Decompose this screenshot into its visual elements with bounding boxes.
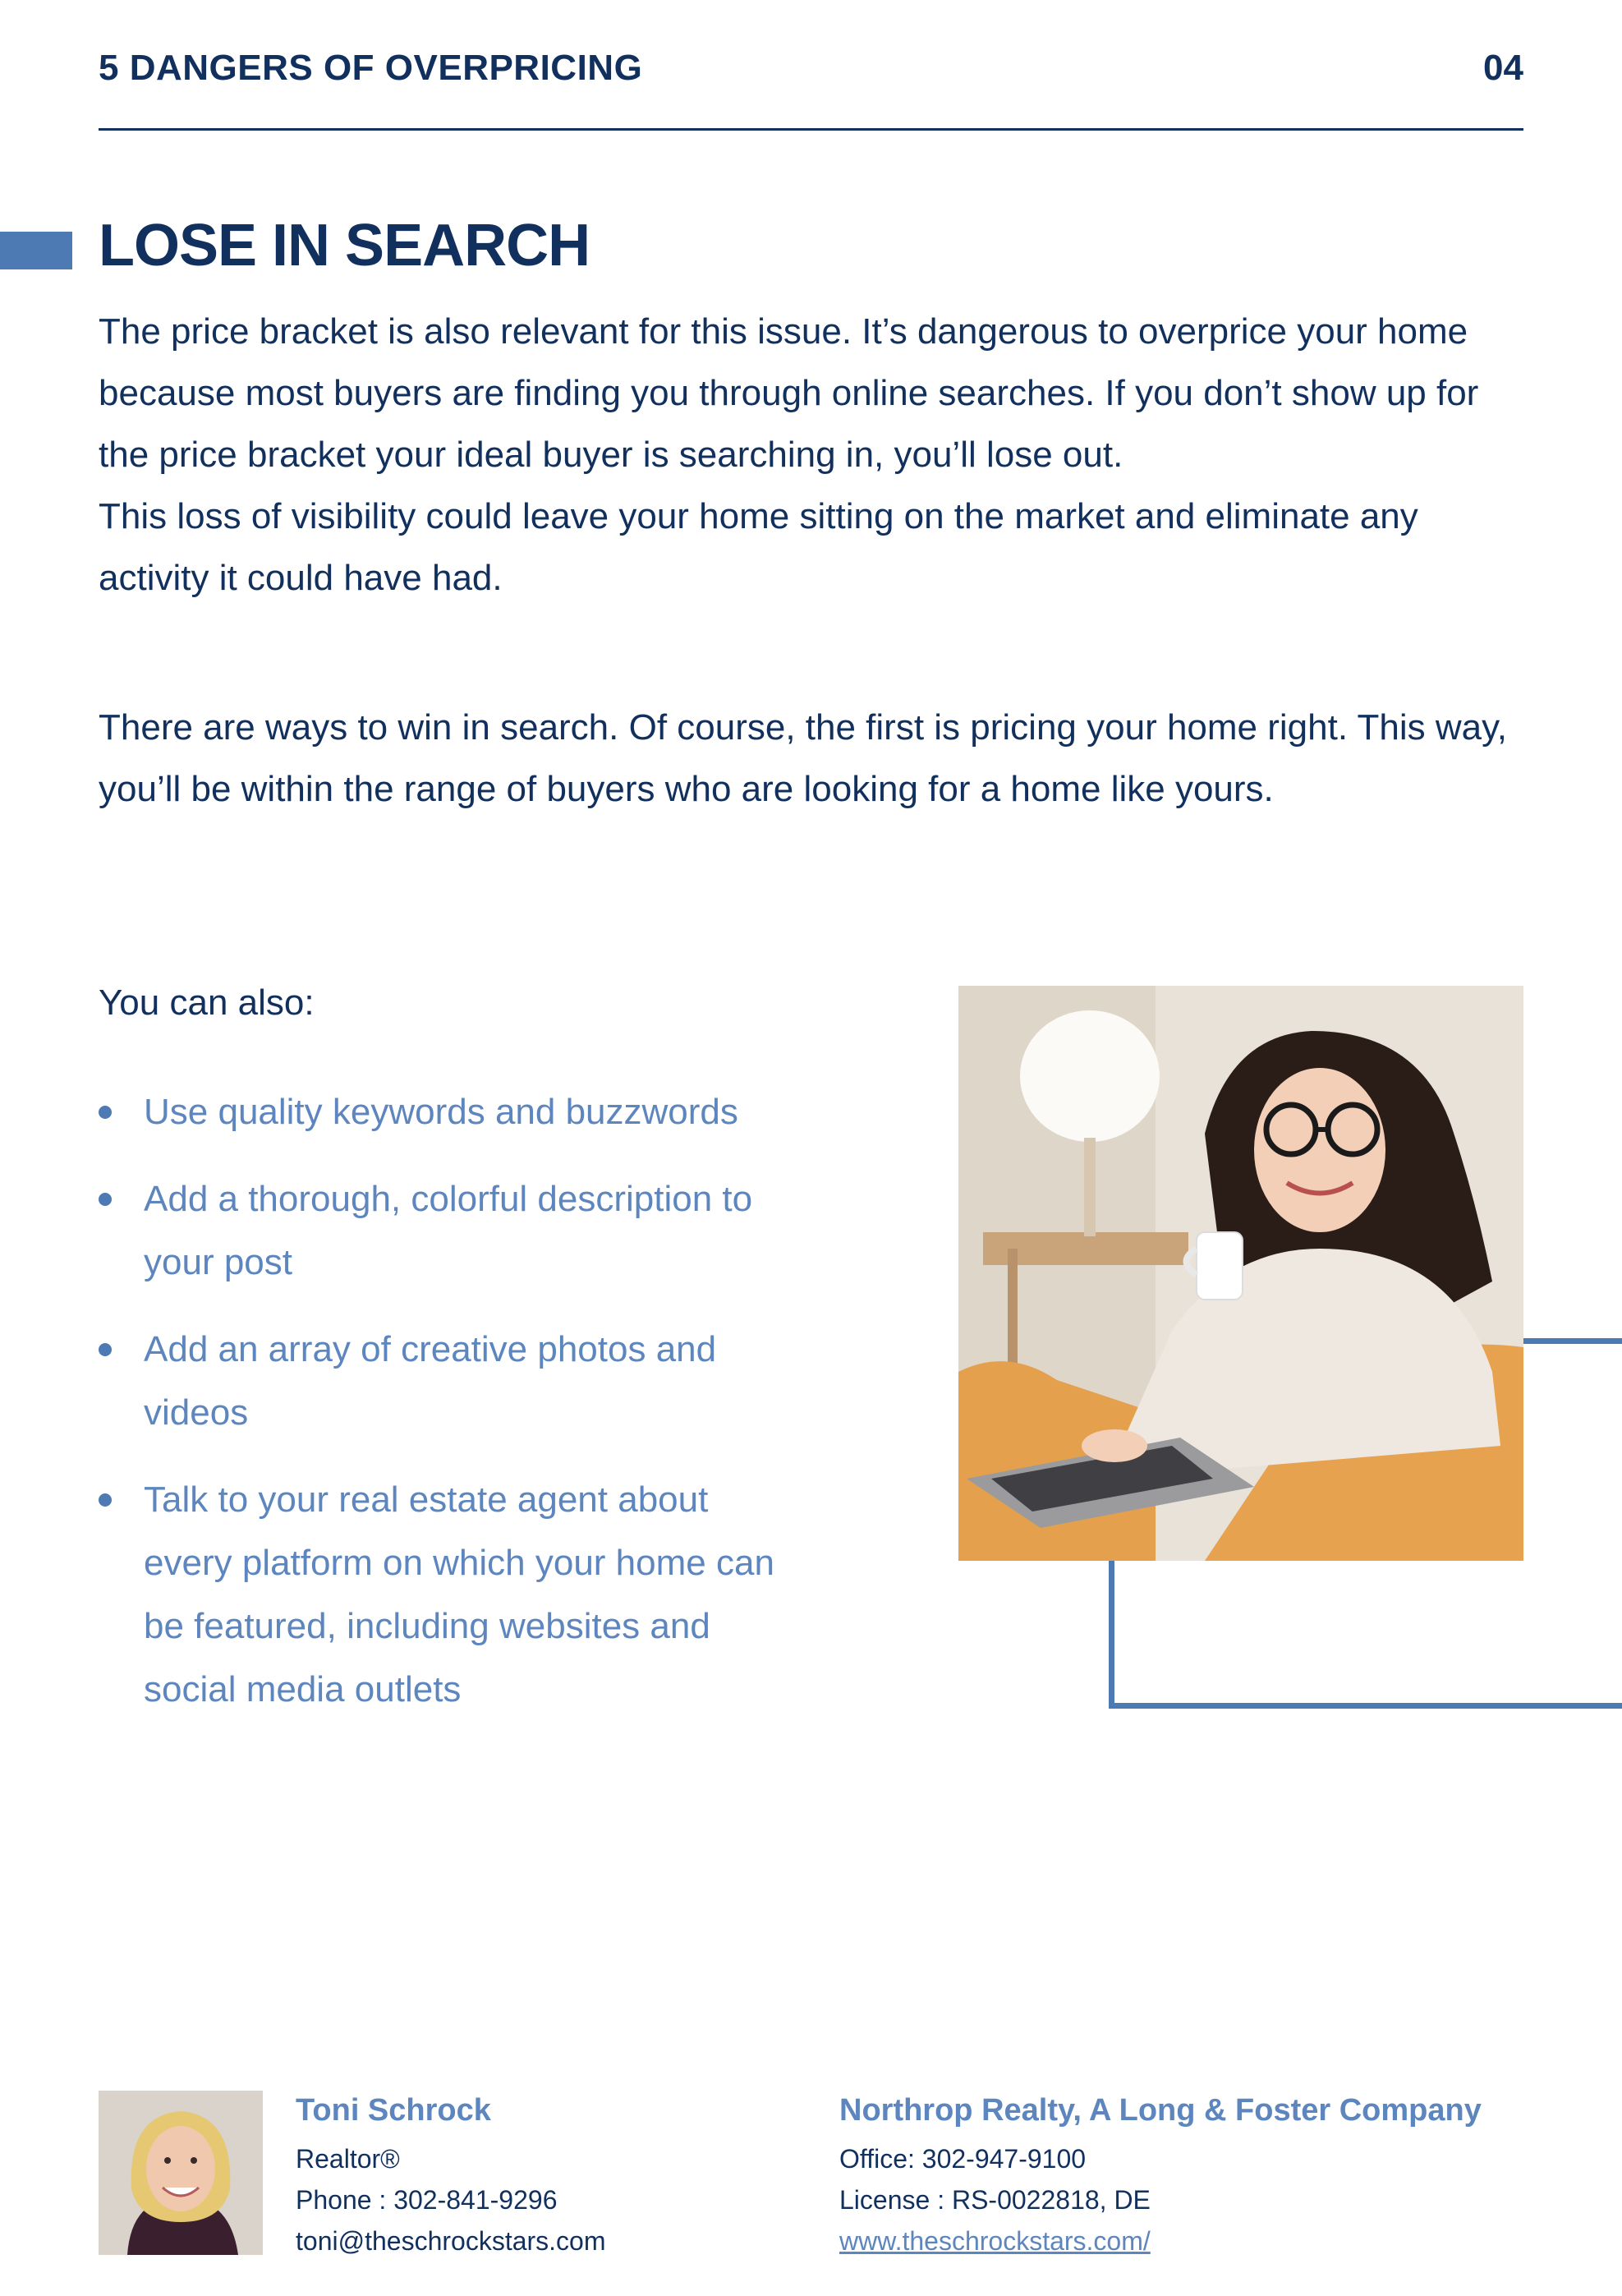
decorative-line-top bbox=[1523, 1338, 1622, 1344]
company-website-link[interactable]: www.theschrockstars.com/ bbox=[839, 2226, 1151, 2256]
body-paragraph-1b: This loss of visibility could leave your home sitting on the market and eliminate any activity it could have had. bbox=[99, 496, 1418, 598]
list-item-text: Add an array of creative photos and videos bbox=[144, 1329, 717, 1433]
agent-photo bbox=[99, 2091, 263, 2255]
list-item-text: Use quality keywords and buzzwords bbox=[144, 1092, 738, 1132]
bullet-icon bbox=[99, 1106, 112, 1119]
bullet-icon bbox=[99, 1193, 112, 1206]
header-title: 5 DANGERS OF OVERPRICING bbox=[99, 48, 643, 88]
list-item bbox=[99, 1167, 805, 1294]
list-intro: You can also: bbox=[99, 982, 315, 1023]
section-heading: LOSE IN SEARCH bbox=[99, 213, 590, 278]
list-item bbox=[99, 1318, 805, 1444]
decorative-line-vertical bbox=[1109, 1561, 1114, 1709]
company-license: License : RS-0022818, DE bbox=[839, 2185, 1151, 2215]
list-item-text: Talk to your real estate agent about every platform on which your home can be featured, including websites and social media outlets bbox=[144, 1479, 774, 1709]
list-item bbox=[99, 1080, 805, 1143]
agent-email[interactable]: toni@theschrockstars.com bbox=[296, 2226, 606, 2256]
company-name: Northrop Realty, A Long & Foster Company bbox=[839, 2093, 1482, 2128]
agent-name: Toni Schrock bbox=[296, 2093, 491, 2128]
list-item bbox=[99, 1468, 805, 1721]
woman-laptop-photo bbox=[958, 986, 1523, 1561]
company-office: Office: 302-947-9100 bbox=[839, 2144, 1087, 2174]
header-rule bbox=[99, 128, 1523, 131]
page-number: 04 bbox=[1483, 48, 1523, 88]
list-item-text: Add a thorough, colorful description to your post bbox=[144, 1179, 753, 1282]
body-paragraph-1 bbox=[99, 301, 1528, 609]
agent-phone: Phone : 302-841-9296 bbox=[296, 2185, 558, 2215]
section-marker bbox=[0, 232, 72, 269]
decorative-line-bottom bbox=[1109, 1703, 1622, 1709]
tips-list bbox=[99, 1080, 805, 1745]
bullet-icon bbox=[99, 1493, 112, 1507]
bullet-icon bbox=[99, 1343, 112, 1356]
agent-title: Realtor® bbox=[296, 2144, 400, 2174]
body-paragraph-1a: The price bracket is also relevant for this issue. It’s dangerous to overprice your home because most buyers are finding you through online searches. If you don’t show up for the price bracket your ideal buyer is searching in, you’ll lose out. bbox=[99, 311, 1479, 475]
body-paragraph-2: There are ways to win in search. Of course, the first is pricing your home right. This way, you’ll be within the range of buyers who are looking for a home like yours. bbox=[99, 707, 1508, 809]
